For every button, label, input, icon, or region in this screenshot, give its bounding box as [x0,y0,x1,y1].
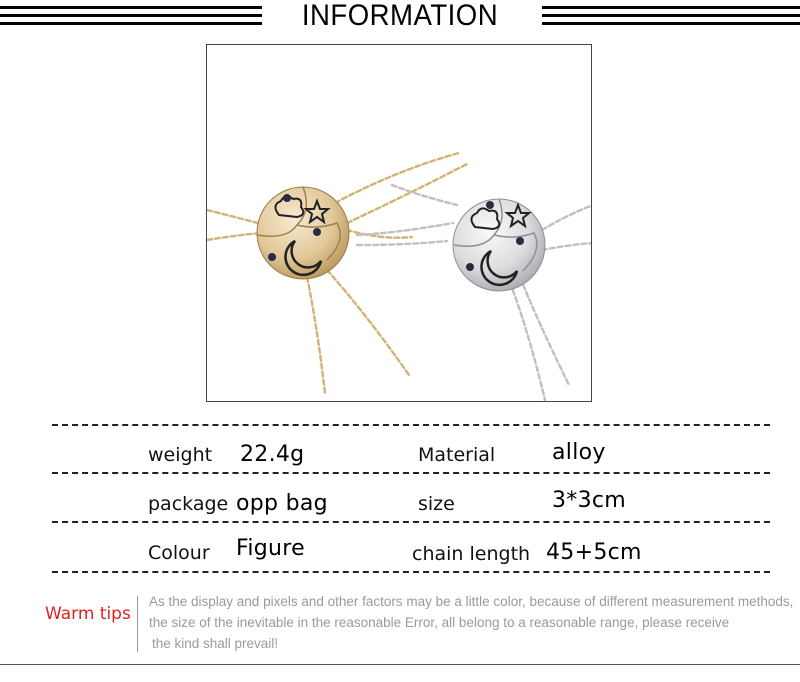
spec-label-material: Material [418,444,496,466]
spec-label-package: package [148,493,229,515]
gold-pendant [257,187,349,279]
spec-label-size: size [418,493,455,515]
warm-tips-label: Warm tips [45,604,131,624]
section-header [0,0,800,36]
silver-pendant [453,199,545,291]
spec-label-colour: Colour [148,542,210,564]
footer-divider [0,664,800,665]
table-divider [52,472,770,474]
table-divider [52,521,770,523]
spec-value-material: alloy [552,440,606,465]
warm-tips-line: As the display and pixels and other factors may be a little color, because of different measurement methods, [149,594,794,609]
spec-value-colour: Figure [236,536,305,561]
page-title: INFORMATION [301,0,499,32]
warm-tips-line: the size of the inevitable in the reasonable Error, all belong to a reasonable range, please receive [149,615,730,630]
spec-value-weight: 22.4g [240,442,305,467]
warm-tips-separator [137,596,138,652]
spec-label-weight: weight [148,444,213,466]
spec-value-package: opp bag [236,491,328,516]
table-divider [52,571,770,573]
spec-value-chain-length: 45+5cm [546,540,642,565]
product-image [206,44,592,402]
table-divider [52,424,770,426]
spec-value-size: 3*3cm [552,488,627,513]
warm-tips-line: the kind shall prevail! [152,636,279,651]
spec-label-chain-length: chain length [412,543,531,565]
necklace-pendant-image [207,45,592,402]
